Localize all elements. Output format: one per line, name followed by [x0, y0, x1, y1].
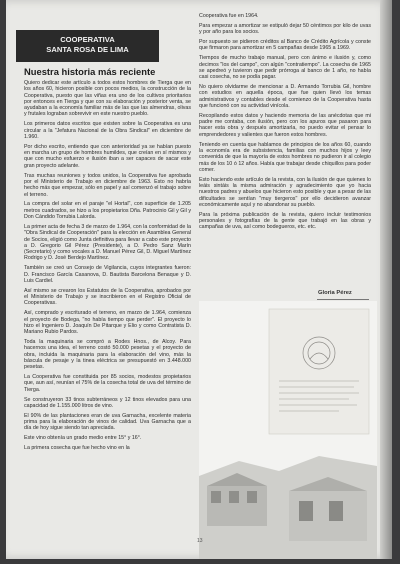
page-gutter-shadow — [380, 0, 392, 559]
archive-document-illustration — [199, 301, 377, 559]
right-column — [199, 13, 371, 234]
right-column-paragraph: Por supuesto se pidieron créditos al Banco de Crédito Agrícola y conste que firmaron para amortizar en 5 campañas desde 1965 a 1969. — [199, 39, 371, 52]
article-heading: Nuestra historia más reciente — [24, 66, 156, 77]
left-column-paragraph: Toda la maquinaria se compró a Rodes Hnos., de Alcoy. Para hacernos una idea, el terreno costó 50.000 pesetas y el proyecto de obra, incluida la maquinaria para la elaboración del vino, más la báscula de pesaje y la tinea eléctrica se presupuestó en 3.448.000 pesetas. — [24, 339, 191, 371]
left-column-paragraph: Así mismo se crearon los Estatutos de la Cooperativa, aprobados por el Ministerio de Trabajo y se inscribieron en el Registro Oficial de Cooperativas. — [24, 287, 191, 307]
left-column-paragraph: Este vino obtenía un grado medio entre 15° y 16°. — [24, 435, 142, 442]
right-column-paragraph: Teniendo en cuenta que hablamos de principios de los años 60, cuando la economía era de subsistencia, familias con muchos hijos y leey convenida de que la mayoría de estos hombres no pudieron ir al colegio más de los 10 ó 12 años. Había que trabajar desde chiquillos para poder comer. — [199, 141, 371, 173]
left-column-paragraph: La primera cosecha que fue hecho vino en la — [24, 445, 130, 452]
right-column-paragraph: Cooperativa fue en 1964. — [199, 13, 259, 19]
page-number: 13 — [197, 538, 203, 544]
left-column-paragraph: Por dicho escrito, entiendo que con anterioridad ya se habían puesto en marcha un grupo de hombres humildes, que creían en sí mismos y que con mucho esfuerzo e ilusión iban a ser capaces de sacar este gran proyecto adelante. — [24, 143, 191, 169]
archive-document-photo — [199, 301, 377, 559]
left-column-paragraph: Quiero dedicar este artículo a todos estos hombres de Tierga que en los años 60, hicieron posible con pocos medios, la construcción de la Cooperativa, puesto que las viñas era uno de los cultivos prioritarios por entonces en Tierga y que con su elaboración y posterior venta, se ayudaban a la economía familiar más de las que las almendras, olivas y frutales lograban sobrevivir en este nuestro pueblo. — [24, 80, 191, 118]
left-column-paragraph: El 90% de las plantaciones eran de uva Garnacha, excelente materia prima para la elaboración de vinos de calidad. Uva Garnacha que a día de hoy sigue siendo tan apreciada. — [24, 412, 191, 432]
right-column-paragraph: Para la próxima publicación de la revista, quiero incluir testimonios personales y fotografías de la gente que trabajó en las obras y campañas de uva, así como bodegueros, etc. etc. — [199, 211, 371, 231]
left-column-paragraph: La primer acta de fecha 3 de marzo de 1.964, con la conformidad de la "Obra Sindical de Cooperación" para la elección en Asamblea General de Socios, eligió como Junta definitiva para llevar a cabo este proyecto a D. Gregorio Gil Pérez (Presidente), a D. Pedro Sanz Marín (Secretario) y como vocales a D. Manuel Pérez Gil, D. Miguel Martínez Rodrigo y D. José Berdejo Martínez. — [24, 223, 191, 262]
right-column-paragraph: Para empezar a amortizar se estipuló dejar 50 céntimos por kilo de uvas y por año para los socios. — [199, 22, 371, 36]
banner-line-1: COOPERATIVA — [60, 35, 115, 44]
left-column — [24, 80, 191, 455]
right-column-paragraph: Tiempos de mucho trabajo manual, pero con ánimo e ilusión y, como decimos "los del campo", con algún "contratiempo". La cosecha de 1965 se apedreó y tuvieron que pedir prórroga al banco de 1 año, no había casi cosecha, no se podía pagar. — [199, 55, 371, 81]
left-column-paragraph: La Cooperativa fue constituida por 85 socios, modestos propietarios que, aun así, reunían el 75% de la cosecha total de uva del término de Tierga. — [24, 374, 191, 393]
author-signature: Gloria Pérez — [318, 290, 352, 296]
left-column-paragraph: Tras muchas reuniones y todos unidos, la Cooperativa fue aprobada por el Ministerio de Trabajo en diciembre de 1963. Esto no habría hecho más que empezar, sólo en papel y así comenzó el trabajo sobre el terreno. — [24, 172, 191, 198]
left-column-paragraph: También se creó un Consejo de Vigilancia, cuyos integrantes fueron: D. Francisco García Casanova, D. Bautista Barcelona Benaque y D. Luis Cardiel. — [24, 265, 191, 284]
signature-underline — [317, 299, 369, 300]
right-column-paragraph: No quiero olvidarme de mencionar a D. Armando Torrubia Gil, hombre con estudios en aquella época, que fue quien llevó los temas administrativos y contables desde el comienzo de la Cooperativa hasta que funcionó con su actividad vinícola. — [199, 84, 371, 109]
right-column-paragraph: Recopilando estos datos y haciendo memoria de las anécdotas que mi padre me contaba, con ilusión, pero con los apuros que pasaron para hacer esta obra y después amortizarla, no puedo evitar el pensar lo emprendedores y valientes que fueron estos hombres. — [199, 112, 371, 138]
left-column-paragraph: Así, comprado y escriturado el terreno, en marzo de 1.964, comienza el proyecto de Bodega, "no había tiempo que perder". El proyecto lo hizo el Ingeniero D. Joaquín De Pitarque y Elio y como Contratista D. Mariano Rubio Pardos. — [24, 310, 191, 336]
right-column-paragraph: Esto haciendo este artículo de la revista, con la ilusión de que quienes lo leáis sintáis la misma admiración y agradecimiento que yo hacia nuestros padres y abuelos que hicieron esto posible y que a pesar de las dificultades se sentían "muy tiergeros" por ello decidieron avanzar económicamente aquí y no abandonar su pueblo. — [199, 176, 371, 208]
left-column-paragraph: Los primeros datos escritos que existen sobre la Cooperativa es una circular a la "Jefatura Nacional de la Obra Sindical" en diciembre de 1.960. — [24, 121, 191, 140]
left-column-paragraph: La compra del solar en el paraje "el Hortal", con superficie de 1.205 metros cuadrados, se hizo a los propietarios Dña. Patrocinio Gil y Gil y Don Cándido Torrubia Lalorda. — [24, 201, 191, 221]
title-banner — [16, 30, 159, 62]
left-column-paragraph: Se construyeron 33 tinos subterráneos y 12 tinos elevados para una capacidad de 1.155.000 litros de vino. — [24, 396, 191, 409]
banner-line-2: SANTA ROSA DE LIMA — [46, 45, 129, 54]
